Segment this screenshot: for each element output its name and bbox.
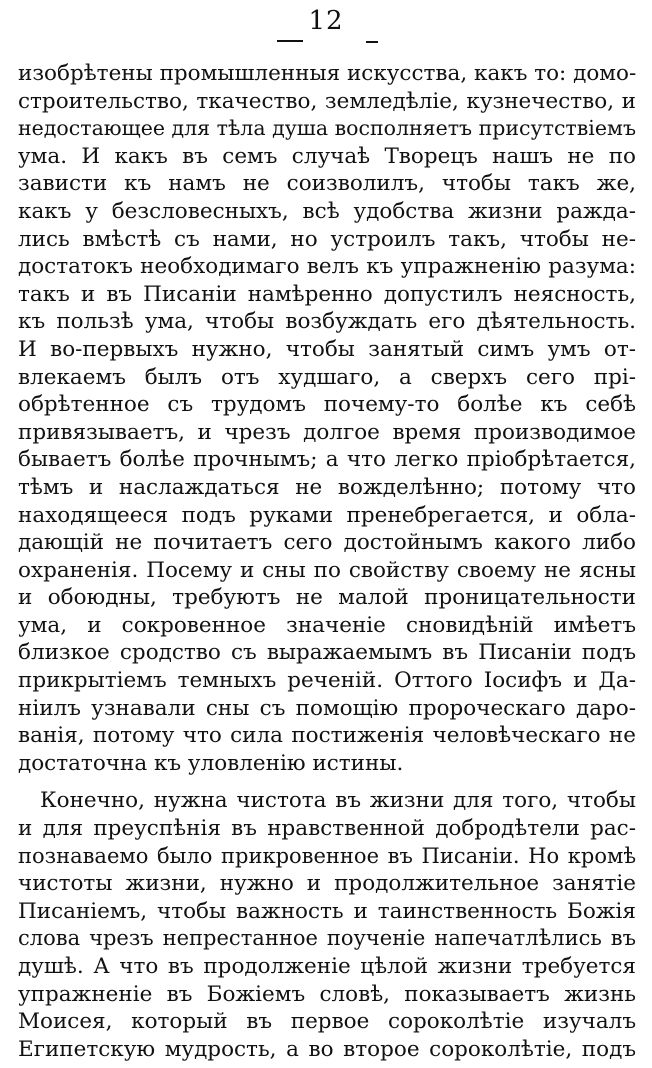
text-line: достатокъ необходимаго велъ къ упражненію разума: xyxy=(18,254,636,280)
text-line: ума. И какъ въ семъ случаѣ Творецъ нашъ не по xyxy=(18,143,636,169)
text-line: достаточна къ уловленію истины. xyxy=(18,750,404,776)
text-line: Конечно, нужна чистота въ жизни для того, чтобы xyxy=(40,788,636,814)
text-line: прикрытіемъ темныхъ реченій. Оттого Іосифъ и Да- xyxy=(18,668,636,694)
text-line: И во-первыхъ нужно, чтобы занятый симъ умъ от- xyxy=(18,336,636,362)
text-line: охраненія. Посему и сны по свойству своему не ясны xyxy=(18,557,636,583)
text-line: Египетскую мудрость, а во второе сороколѣтіе, подъ xyxy=(18,1036,636,1062)
text-line: находящееся подъ руками пренебрегается, и обла- xyxy=(18,502,636,528)
body-text xyxy=(18,60,636,1063)
paragraph xyxy=(18,787,636,1063)
text-line: и для преуспѣнія въ нравственной добродѣтели рас- xyxy=(18,816,636,842)
page-header xyxy=(0,4,652,44)
text-line: строительство, ткачество, земледѣліе, кузнечество, и xyxy=(18,88,636,114)
text-line: привязываетъ, и чрезъ долгое время производимое xyxy=(18,419,636,445)
text-line: какъ у безсловесныхъ, всѣ удобства жизни раждa- xyxy=(18,198,636,224)
text-line: такъ и въ Писаніи намѣренно допустилъ неясность, xyxy=(18,281,636,307)
text-line: душѣ. А что въ продолженіе цѣлой жизни требуется xyxy=(18,954,636,979)
text-line: ума, и сокровенное значеніе сновидѣній имѣетъ xyxy=(18,612,636,638)
paragraph-gap xyxy=(18,777,636,787)
text-line: къ пользѣ ума, чтобы возбуждать его дѣятельность. xyxy=(18,309,636,335)
text-line: дающій не почитаетъ сего достойнымъ какого либо xyxy=(18,530,636,556)
text-line: зависти къ намъ не соизволилъ, чтобы такъ же, xyxy=(18,171,636,197)
text-line: изобрѣтены промышленныя искусства, какъ то: домо- xyxy=(18,61,636,86)
page-number: 12 xyxy=(308,6,344,36)
text-line: упражненіе въ Божіемъ словѣ, показываетъ жизнь xyxy=(18,981,636,1007)
text-line: близкое сродство съ выражаемымъ въ Писаніи подъ xyxy=(18,640,636,666)
text-line: ванія, потому что сила постиженія человѣческаго не xyxy=(18,723,636,749)
text-line: Писаніемъ, чтобы важность и таинственность Божія xyxy=(18,898,636,924)
paragraph xyxy=(18,60,636,777)
text-line: влекаемъ былъ отъ худшаго, а сверхъ сего прі- xyxy=(18,364,636,390)
header-rule-right xyxy=(366,41,378,43)
text-line: и обоюдны, требуютъ не малой проницательности xyxy=(18,585,636,611)
text-line: познаваемо было прикровенное въ Писаніи. Но кромѣ xyxy=(18,843,636,868)
text-line: лись вмѣстѣ съ нами, но устроилъ такъ, чтобы не- xyxy=(18,226,636,252)
text-line: слова чрезъ непрестанное поученіе напечатлѣлись въ xyxy=(18,926,636,951)
text-line: Моисея, который въ первое сороколѣтіе изучалъ xyxy=(18,1009,636,1035)
text-line: недостающее для тѣла душа восполняетъ присутствіемъ xyxy=(18,116,636,141)
text-line: обрѣтенное съ трудомъ почему-то болѣе къ себѣ xyxy=(18,392,636,418)
text-line: чистоты жизни, нужно и продолжительное занятіе xyxy=(18,871,636,897)
text-line: тѣмъ и наслаждаться не вожделѣнно; потому что xyxy=(18,474,636,500)
header-rule-left xyxy=(277,40,303,42)
text-line: бываетъ болѣе прочнымъ; а что легко пріобрѣтается, xyxy=(18,447,636,473)
text-line: ніилъ узнавали сны съ помощію пророческаго даро- xyxy=(18,695,636,721)
